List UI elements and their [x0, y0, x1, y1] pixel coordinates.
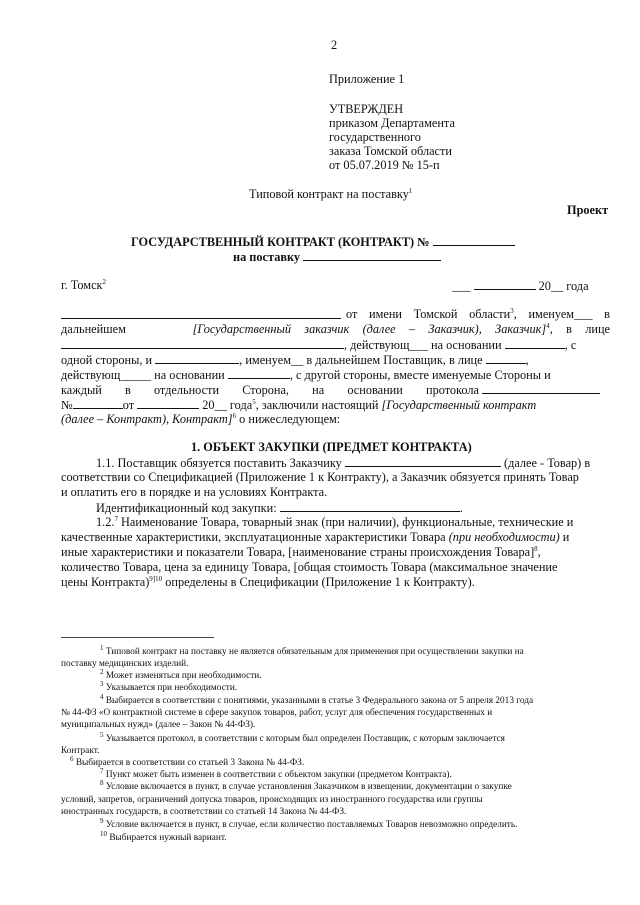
approval-line-1: приказом Департамента: [329, 116, 455, 130]
city-label: г. Томск$^2$: [61, 277, 107, 292]
clause-1-2-line-2: качественные характеристики, эксплуатационные характеристики Товара (при необходимости) и: [61, 530, 570, 544]
preamble-line-4: одной стороны, и , именуем__ в дальнейшем Поставщик, в лице ,: [61, 353, 529, 367]
footnote-1-cont: поставку медицинских изделий.: [61, 659, 189, 669]
page-number: 2: [331, 38, 338, 52]
purchase-code-blank: [280, 500, 460, 512]
approved-label: УТВЕРЖДЕН: [329, 102, 404, 116]
clause-1-1-line-2: соответствии со Спецификацией (Приложение 1 к Контракту), а Заказчик обязуется принять Товар: [61, 470, 579, 484]
section-1-title: 1. ОБЪЕКТ ЗАКУПКИ (ПРЕДМЕТ КОНТРАКТА): [191, 440, 472, 454]
preamble-line-6: каждый в отдельности Сторона, на основании протокола: [61, 382, 610, 399]
preamble-line-2: дальнейшем [Государственный заказчик (далее – Заказчик), Заказчик]$^4$, в лице: [61, 321, 610, 336]
clause-1-2-line-1: 1.2.$^7$ Наименование Товара, товарный знак (при наличии), функциональные, технические и: [96, 514, 574, 529]
footnote-8-cont-1: условий, запретов, ограничений допуска товаров, происходящих из иностранного государства или группы: [61, 795, 483, 805]
preamble-line-3: , действующ___ на основании , с: [61, 337, 610, 354]
approval-line-3: заказа Томской области: [329, 144, 452, 158]
clause-1-2-line-5: цены Контракта)$^{9]10}$ определены в Спецификации (Приложение 1 к Контракту).: [61, 574, 475, 589]
subject-blank: [303, 249, 441, 261]
clause-1-1-line-3: и оплатить его в порядке и на условиях Контракта.: [61, 485, 328, 499]
footnote-4: $^4$ Выбирается в соответствии с понятиями, указанными в статье 3 Федерального закона от 5 апреля 2013 года: [100, 692, 534, 706]
footnote-8: $^8$ Условие включается в пункт, в случае установления Заказчиком в извещении, документации о закупке: [100, 778, 512, 792]
footnote-8-cont-2: иностранных государств, в соответствии со статьей 14 Закона № 44-ФЗ.: [61, 807, 347, 817]
preamble-line-5: действующ_____ на основании , с другой стороны, вместе именуемые Стороны и: [61, 368, 551, 382]
footnote-5: $^5$ Указывается протокол, в соответствии с которым был определен Поставщик, с которым заключается: [100, 730, 505, 744]
footnote-10: $^{10}$ Выбирается нужный вариант.: [100, 829, 227, 843]
doc-title: Типовой контракт на поставку$^1$: [249, 186, 413, 201]
footnote-1: $^1$ Типовой контракт на поставку не является обязательным для применения при осуществлении закупки на: [100, 643, 524, 657]
appendix-label: Приложение 1: [329, 72, 405, 86]
purchase-code: Идентификационный код закупки: .: [96, 501, 463, 515]
project-label: Проект: [567, 203, 609, 217]
footnote-9: $^9$ Условие включается в пункт, в случае, если количество поставляемых Товаров невозможно определить.: [100, 816, 518, 830]
contract-number-blank: [433, 234, 515, 246]
footnote-6: $^6$ Выбирается в соответствии со статьей 3 Закона № 44-ФЗ.: [70, 754, 305, 768]
footnote-2: $^2$ Может изменяться при необходимости.: [100, 667, 262, 681]
footnote-3: $^3$ Указывается при необходимости.: [100, 679, 238, 693]
footnote-separator: [61, 637, 214, 638]
footnote-4-cont-2: муниципальных нужд» (далее – Закон № 44-ФЗ).: [61, 720, 256, 730]
contract-subheading: на поставку: [233, 249, 441, 266]
footnote-4-cont-1: № 44-ФЗ «О контрактной системе в сфере закупок товаров, работ, услуг для обеспечения государственных и: [61, 708, 493, 718]
preamble-line-7: № от 20__ года$^5$, заключили настоящий [Государственный контракт: [61, 397, 537, 412]
contract-date: ___ 20__ года: [452, 279, 589, 293]
contract-heading: ГОСУДАРСТВЕННЫЙ КОНТРАКТ (КОНТРАКТ) №: [131, 234, 515, 251]
preamble-line-1: от имени Томской области$^3$, именуем___ в: [61, 307, 610, 324]
preamble-line-8: (далее – Контракт), Контракт]$^6$ о нижеследующем:: [61, 411, 341, 426]
approval-line-4: от 05.07.2019 № 15-п: [329, 158, 440, 172]
clause-1-2-line-3: иные характеристики и показатели Товара, [наименование страны происхождения Товара]$^8$,: [61, 544, 541, 559]
clause-1-1-line-1: 1.1. Поставщик обязуется поставить Заказчику (далее - Товар) в: [96, 456, 591, 470]
footnote-5-cont: Контракт.: [61, 746, 100, 756]
approval-line-2: государственного: [329, 130, 421, 144]
footnote-7: $^7$ Пункт может быть изменен в соответствии с объектом закупки (предметом Контракта).: [100, 766, 452, 780]
clause-1-2-line-4: количество Товара, цена за единицу Товара, [общая стоимость Товара (максимальное значение: [61, 560, 558, 574]
